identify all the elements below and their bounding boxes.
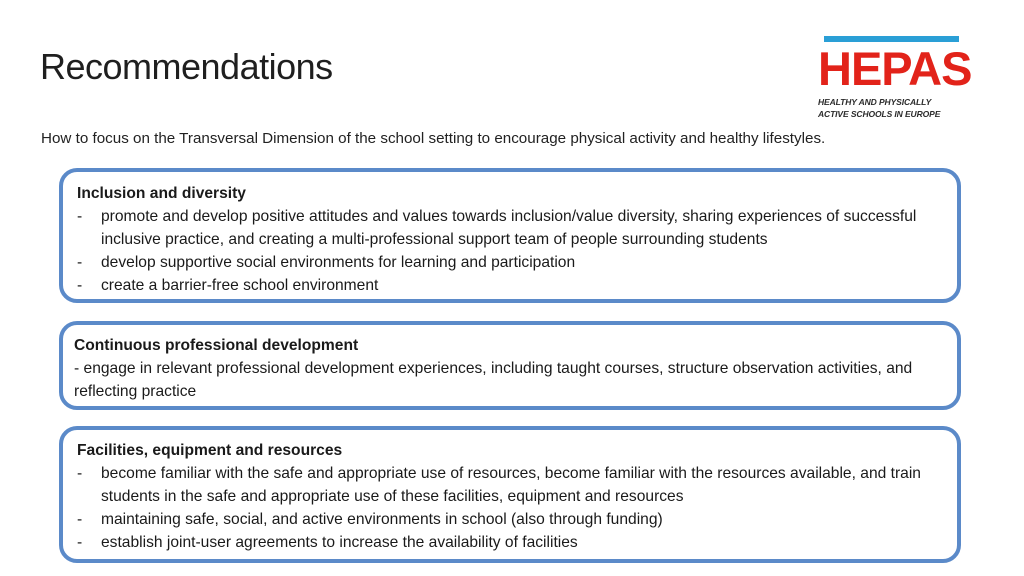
- bullet-dash: -: [77, 465, 83, 482]
- section-text: - engage in relevant professional development experiences, including taught courses, structure observation activities, and reflecting practice: [74, 360, 913, 400]
- logo-tagline: [818, 96, 940, 120]
- bullet-dash: -: [77, 277, 83, 294]
- list-item-text: maintaining safe, social, and active environments in school (also through funding): [101, 511, 663, 528]
- page-subtitle: How to focus on the Transversal Dimension of the school setting to encourage physical activity and healthy lifestyles.: [41, 130, 826, 147]
- bullet-dash: -: [77, 254, 83, 271]
- list-item-text: develop supportive social environments for learning and participation: [101, 254, 576, 271]
- list-item: [77, 205, 945, 251]
- professional-development-box: [59, 321, 961, 410]
- bullet-dash: -: [77, 208, 83, 225]
- bullet-dash: -: [77, 511, 83, 528]
- section-title: Continuous professional development: [74, 337, 359, 354]
- list-item: [77, 508, 945, 531]
- logo-tagline-line1: HEALTHY AND PHYSICALLY: [818, 97, 932, 107]
- bullet-dash: -: [77, 534, 83, 551]
- list-item-text: promote and develop positive attitudes and values towards inclusion/value diversity, sharing experiences of successful inclusive practice, and creating a multi-professional support team of people surrounding students: [101, 208, 917, 248]
- inclusion-diversity-box: [59, 168, 961, 303]
- list-item: [77, 274, 945, 297]
- page-title: Recommendations: [40, 46, 333, 87]
- list-item: [77, 251, 945, 274]
- logo-tagline-line2: ACTIVE SCHOOLS IN EUROPE: [818, 109, 941, 119]
- list-item-text: establish joint-user agreements to increase the availability of facilities: [101, 534, 578, 551]
- list-item-text: become familiar with the safe and appropriate use of resources, become familiar with the resources available, and train students in the safe and appropriate use of these facilities, equipment and resources: [101, 465, 921, 505]
- hepas-logo: [816, 36, 972, 120]
- list-item: [77, 531, 945, 554]
- list-item-text: create a barrier-free school environment: [101, 277, 379, 294]
- facilities-resources-box: [59, 426, 961, 563]
- logo-wordmark: HEPAS: [818, 42, 972, 95]
- list-item: [77, 462, 945, 508]
- section-title: Facilities, equipment and resources: [77, 442, 343, 459]
- section-title: Inclusion and diversity: [77, 185, 246, 202]
